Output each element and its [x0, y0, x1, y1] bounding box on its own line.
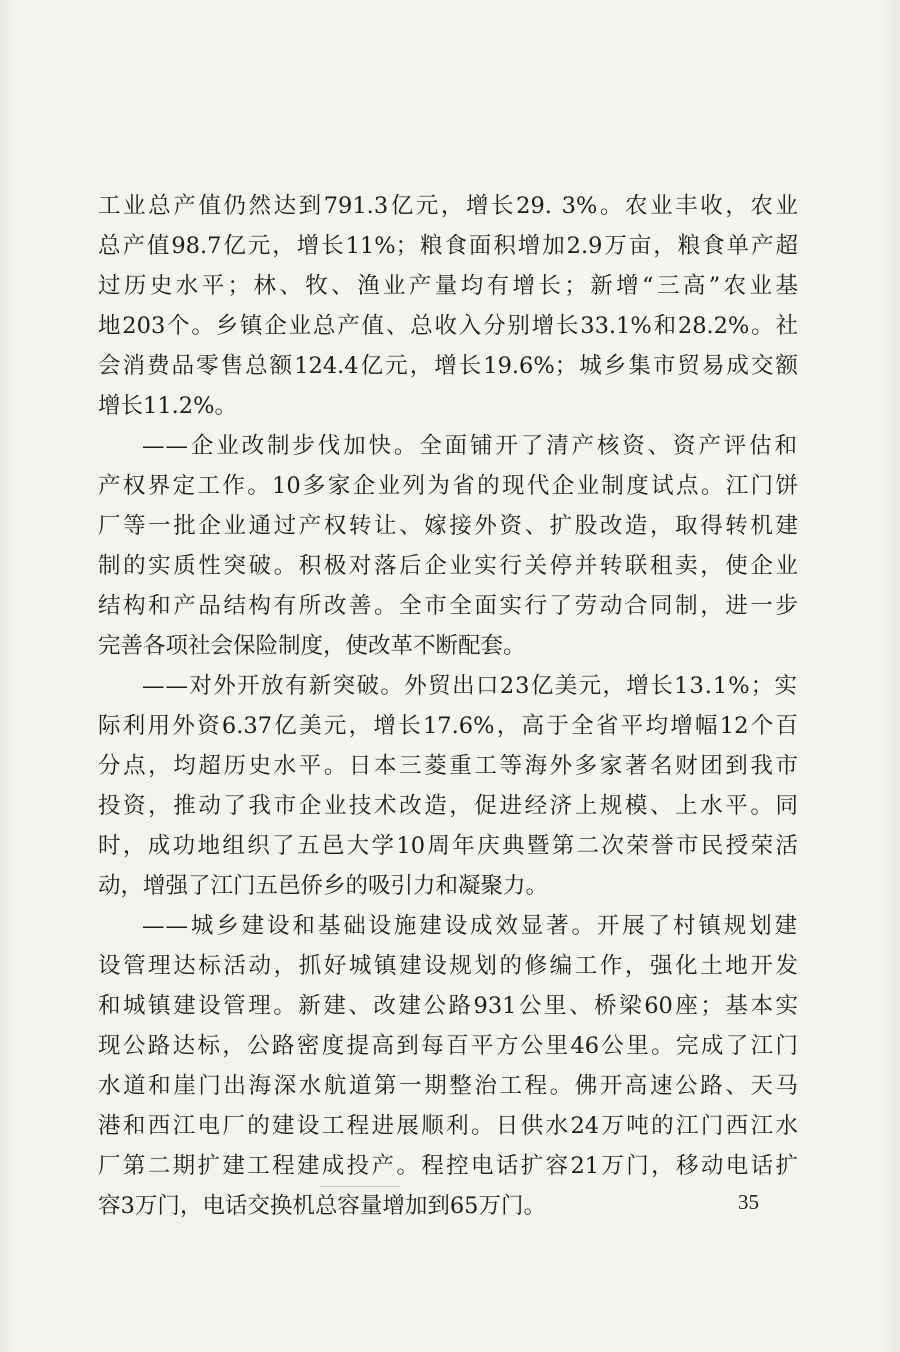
text-line: 制的实质性突破。积极对落后企业实行关停并转联租卖，使企业 [98, 553, 798, 579]
text-line: 过历史水平；林、牧、渔业产量均有增长；新增“三高”农业基 [98, 273, 798, 299]
paragraph-heading-line: ——企业改制步伐加快。全面铺开了清产核资、资产评估和 [142, 433, 798, 459]
text-line: 地203个。乡镇企业总产值、总收入分别增长33.1%和28.2%。社 [98, 313, 798, 339]
text-line: 分点，均超历史水平。日本三菱重工等海外多家著名财团到我市 [98, 753, 798, 779]
text-line: 时，成功地组织了五邑大学10周年庆典暨第二次荣誉市民授荣活 [98, 833, 798, 859]
paragraph-heading-line: ——对外开放有新突破。外贸出口23亿美元，增长13.1%；实 [142, 673, 798, 699]
text-line: 动，增强了江门五邑侨乡的吸引力和凝聚力。 [98, 873, 549, 899]
text-line: 设管理达标活动，抓好城镇建设规划的修编工作，强化土地开发 [98, 953, 798, 979]
text-line: 际利用外资6.37亿美元，增长17.6%，高于全省平均增幅12个百 [98, 713, 798, 739]
text-line: 工业总产值仍然达到791.3亿元，增长29. 3%。农业丰收，农业 [98, 193, 798, 219]
text-line: 港和西江电厂的建设工程进展顺利。日供水24万吨的江门西江水 [98, 1113, 798, 1139]
text-line: 产权界定工作。10多家企业列为省的现代企业制度试点。江门饼 [98, 473, 798, 499]
paragraph-heading-line: ——城乡建设和基础设施建设成效显著。开展了村镇规划建 [142, 913, 798, 939]
text-line: 厂等一批企业通过产权转让、嫁接外资、扩股改造，取得转机建 [98, 513, 798, 539]
text-line: 完善各项社会保险制度，使改革不断配套。 [98, 633, 526, 659]
body-text [98, 186, 798, 1226]
text-line: 结构和产品结构有所改善。全市全面实行了劳动合同制，进一步 [98, 593, 798, 619]
text-line: 水道和崖门出海深水航道第一期整治工程。佛开高速公路、天马 [98, 1073, 798, 1099]
text-line: 投资，推动了我市企业技术改造，促进经济上规模、上水平。同 [98, 793, 798, 819]
text-line: 现公路达标，公路密度提高到每百平方公里46公里。完成了江门 [98, 1033, 798, 1059]
text-line: 总产值98.7亿元，增长11%；粮食面积增加2.9万亩，粮食单产超 [98, 233, 798, 259]
page-number: 35 [738, 1190, 759, 1214]
text-line: 厂第二期扩建工程建成投产。程控电话扩容21万门，移动电话扩 [98, 1153, 798, 1179]
text-line: 和城镇建设管理。新建、改建公路931公里、桥梁60座；基本实 [98, 993, 798, 1019]
text-line: 容3万门，电话交换机总容量增加到65万门。 [98, 1193, 546, 1219]
faint-divider [320, 1186, 400, 1187]
text-line: 增长11.2%。 [98, 393, 237, 419]
text-line: 会消费品零售总额124.4亿元，增长19.6%；城乡集市贸易成交额 [98, 353, 798, 379]
